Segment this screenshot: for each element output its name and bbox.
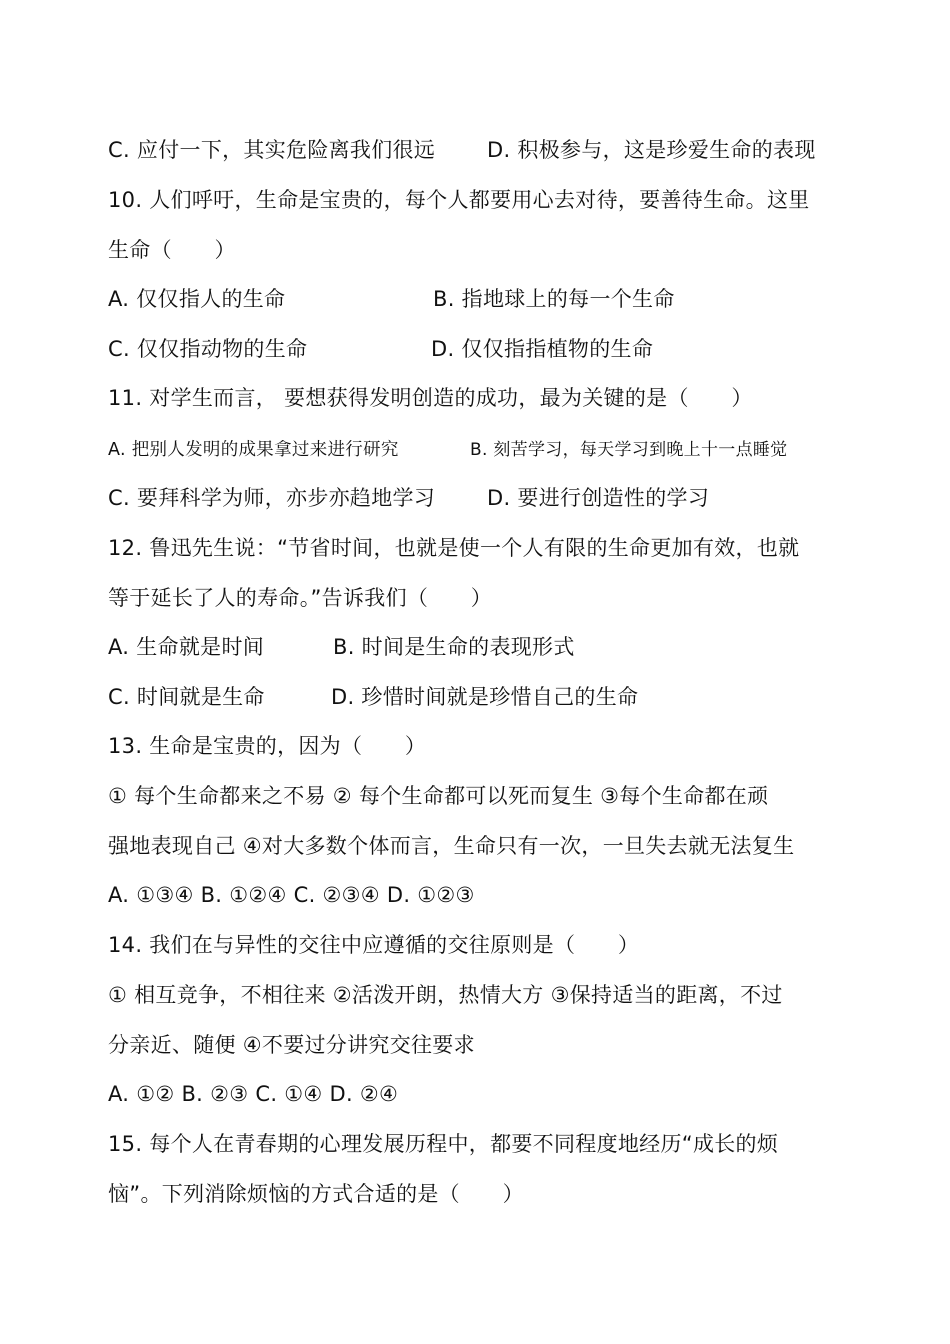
q14-items-line1: ① 相互竞争，不相往来 ②活泼开朗，热情大方 ③保持适当的距离，不过	[108, 983, 783, 1007]
q10-option-d: D. 仅仅指指植物的生命	[431, 337, 654, 361]
q9-option-d: D. 积极参与，这是珍爱生命的表现	[487, 138, 816, 162]
q14-items-line2: 分亲近、随便 ④不要过分讲究交往要求	[108, 1033, 475, 1057]
q15-stem-line1: 15. 每个人在青春期的心理发展历程中，都要不同程度地经历“成长的烦	[108, 1132, 779, 1156]
q15-stem-line2: 恼”。下列消除烦恼的方式合适的是（ ）	[108, 1182, 524, 1206]
q12-option-a: A. 生命就是时间	[108, 635, 265, 659]
q12-option-d: D. 珍惜时间就是珍惜自己的生命	[331, 685, 639, 709]
q11-option-c: C. 要拜科学为师，亦步亦趋地学习	[108, 486, 436, 510]
q13-items-line2: 强地表现自己 ④对大多数个体而言，生命只有一次，一旦失去就无法复生	[108, 834, 795, 858]
q10-option-b: B. 指地球上的每一个生命	[433, 287, 675, 311]
q11-option-d: D. 要进行创造性的学习	[487, 486, 710, 510]
q12-option-c: C. 时间就是生命	[108, 685, 265, 709]
q10-stem-line2: 生命（ ）	[108, 238, 236, 262]
q9-option-c: C. 应付一下，其实危险离我们很远	[108, 138, 436, 162]
q11-option-a: A. 把别人发明的成果拿过来进行研究	[108, 440, 399, 460]
q10-option-a: A. 仅仅指人的生命	[108, 287, 286, 311]
q13-items-line1: ① 每个生命都来之不易 ② 每个生命都可以死而复生 ③每个生命都在顽	[108, 784, 769, 808]
q11-option-b: B. 刻苦学习，每天学习到晚上十一点睡觉	[470, 440, 788, 460]
q13-options: A. ①③④ B. ①②④ C. ②③④ D. ①②③	[108, 883, 475, 907]
q12-stem-line1: 12. 鲁迅先生说：“节省时间，也就是使一个人有限的生命更加有效，也就	[108, 536, 800, 560]
q12-stem-line2: 等于延长了人的寿命。”告诉我们（ ）	[108, 586, 493, 610]
q14-options: A. ①② B. ②③ C. ①④ D. ②④	[108, 1082, 399, 1106]
q10-stem-line1: 10. 人们呼吁，生命是宝贵的，每个人都要用心去对待，要善待生命。这里	[108, 188, 810, 212]
q11-stem: 11. 对学生而言， 要想获得发明创造的成功，最为关键的是（ ）	[108, 386, 753, 410]
q10-option-c: C. 仅仅指动物的生命	[108, 337, 308, 361]
q14-stem: 14. 我们在与异性的交往中应遵循的交往原则是（ ）	[108, 933, 640, 957]
q12-option-b: B. 时间是生命的表现形式	[333, 635, 575, 659]
q13-stem: 13. 生命是宝贵的，因为（ ）	[108, 734, 427, 758]
